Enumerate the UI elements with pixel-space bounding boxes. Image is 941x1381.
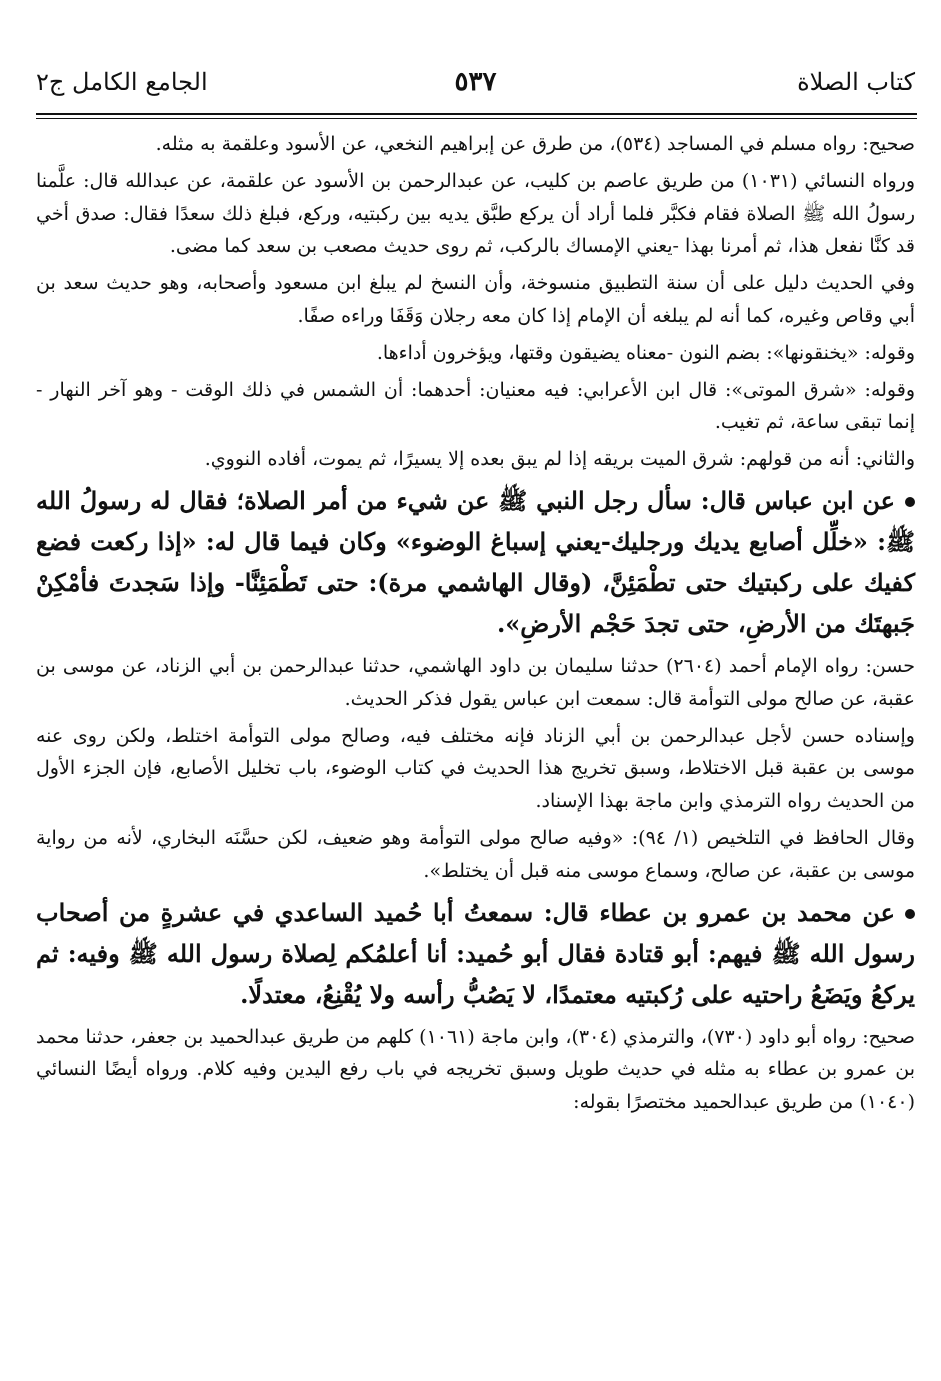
- commentary-paragraph: [36, 1021, 915, 1119]
- header-rule: [36, 113, 917, 115]
- volume-title: الجامع الكامل ج٢: [36, 68, 208, 96]
- paragraph-text: وقال الحافظ في التلخيص (١/ ٩٤): «وفيه صالح مولى التوأمة وهو ضعيف، لكن حسَّنَه البخاري، لأنه من رواية موسى بن عقبة، عن صالح، وسماع موسى منه قبل أن يختلط».: [36, 826, 915, 882]
- bullet-icon: [905, 497, 915, 507]
- commentary-paragraph: [36, 443, 915, 476]
- commentary-paragraph: [36, 650, 915, 716]
- header-rule-thin: [36, 118, 917, 119]
- page-number: ٥٣٧: [454, 67, 497, 97]
- paragraph-text: وقوله: «يخنقونها»: بضم النون -معناه يضيقون وقتها، ويؤخرون أداءها.: [376, 341, 915, 364]
- paragraph-text: ورواه النسائي (١٠٣١) من طريق عاصم بن كليب، عن عبدالرحمن بن الأسود عن علقمة، عن عبدالله قال: علَّمنا رسولُ الله ﷺ الصلاة فقام فكبَّر فلما أراد أن يركع طبَّق يديه بين ركبتيه، وركع، فبلغ ذلك سعدًا فقال: صدق أخي قد كنَّا نفعل هذا، ثم أمرنا بهذا -يعني الإمساك بالركب، ثم روى حديث مصعب بن سعد كما مضى.: [36, 169, 915, 258]
- paragraph-text: والثاني: أنه من قولهم: شرق الميت بريقه إذا لم يبق بعده إلا يسيرًا، ثم يموت، أفاده النووي.: [204, 448, 915, 471]
- paragraph-text: وفي الحديث دليل على أن سنة التطبيق منسوخة، وأن النسخ لم يبلغ ابن مسعود وأصحابه، وهو حديث سعد بن أبي وقاص وغيره، كما أنه لم يبلغه أن الإمام إذا كان معه رجلان وَقَفَا وراءه صفًا.: [36, 272, 915, 327]
- commentary-paragraph: [36, 720, 915, 818]
- paragraph-text: وقوله: «شرق الموتى»: قال ابن الأعرابي: فيه معنيان: أحدهما: أن الشمس في ذلك الوقت - وهو آخر النهار - إنما تبقى ساعة، ثم تغيب.: [36, 378, 915, 434]
- hadith-paragraph: [36, 480, 915, 644]
- paragraph-text: عن ابن عباس قال: سأل رجل النبي ﷺ عن شيء من أمر الصلاة؛ فقال له رسولُ الله ﷺ: «خلِّل أصابع يديك ورجليك-يعني إسباغ الوضوء» وكان فيما قال له: «إذا ركعت فضع كفيك على ركبتيك حتى تطْمَئِنَّ، (وقال الهاشمي مرة): حتى تَطْمَئِنَّا- وإذا سَجدتَ فأمْكِنْ جَبهتَك من الأرضِ، حتى تجدَ حَجْم الأرضِ».: [36, 485, 915, 638]
- commentary-paragraph: [36, 337, 915, 370]
- commentary-paragraph: [36, 374, 915, 440]
- page-header: [36, 60, 915, 110]
- page-body: [36, 128, 915, 1123]
- paragraph-text: حسن: رواه الإمام أحمد (٢٦٠٤) حدثنا سليمان بن داود الهاشمي، حدثنا عبدالرحمن بن أبي الزناد، عن موسى بن عقبة، عن صالح مولى التوأمة قال: سمعت ابن عباس يقول فذكر الحديث.: [36, 654, 916, 710]
- book-title: كتاب الصلاة: [797, 68, 915, 96]
- commentary-paragraph: [36, 128, 915, 161]
- hadith-paragraph: [36, 892, 915, 1015]
- paragraph-text: عن محمد بن عمرو بن عطاء قال: سمعتُ أبا حُميد الساعدي في عشرةٍ من أصحاب رسول الله ﷺ فيهم: أبو قتادة فقال أبو حُميد: أنا أعلمُكم لِصلاة رسول الله ﷺ وفيه: ثم يركعُ ويَضَعُ راحتيه على رُكبتيه معتمدًا، لا يَصُبُّ رأسه ولا يُقْنِعُ، معتدلًا.: [36, 897, 915, 1009]
- paragraph-text: صحيح: رواه مسلم في المساجد (٥٣٤)، من طرق عن إبراهيم النخعي، عن الأسود وعلقمة به مثله.: [155, 133, 915, 155]
- paragraph-text: صحيح: رواه أبو داود (٧٣٠)، والترمذي (٣٠٤)، وابن ماجة (١٠٦١) كلهم من طريق عبدالحميد بن جعفر، حدثنا محمد بن عمرو بن عطاء به مثله في حديث طويل وسبق تخريجه في باب رفع اليدين وفيه كلام. ورواه أيضًا النسائي (١٠٤٠) من طريق عبدالحميد مختصرًا بقوله:: [36, 1025, 915, 1114]
- commentary-paragraph: [36, 165, 915, 263]
- commentary-paragraph: [36, 267, 915, 333]
- commentary-paragraph: [36, 822, 915, 888]
- bullet-icon: [905, 909, 915, 919]
- paragraph-text: وإسناده حسن لأجل عبدالرحمن بن أبي الزناد فإنه مختلف فيه، وصالح مولى التوأمة اختلط، ولكن روى عنه موسى بن عقبة قبل الاختلاط، وسبق تخريج هذا الحديث في كتاب الوضوء، باب تخليل الأصابع، فإن الجزء الأول من الحديث رواه الترمذي وابن ماجة بهذا الإسناد.: [36, 724, 915, 813]
